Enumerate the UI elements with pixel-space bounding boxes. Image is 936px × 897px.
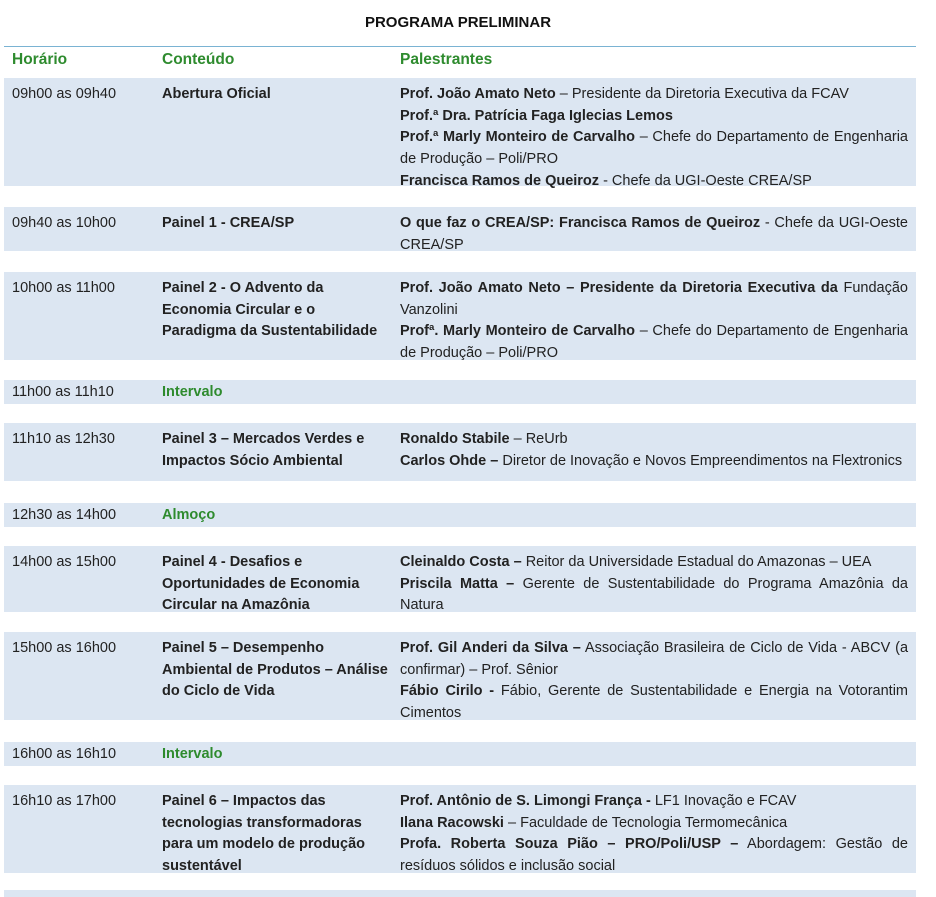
speaker-name: Prof. João Amato Neto – Presidente da Diretoria Executiva da — [400, 280, 838, 296]
speaker-name: Cleinaldo Costa – — [400, 554, 522, 570]
speaker-role: – Presidente da Diretoria Executiva da FCAV — [555, 86, 849, 102]
content-cell: Painel 1 - CREA/SP — [162, 215, 295, 231]
speakers-cell — [400, 638, 908, 725]
speaker-role: - Chefe da UGI-Oeste CREA/SP — [400, 215, 908, 253]
speaker-line — [400, 127, 908, 170]
table-header — [4, 46, 916, 73]
speaker-line — [400, 84, 908, 106]
speaker-name: Francisca Ramos de Queiroz — [400, 172, 600, 189]
speaker-name: Ilana Racowski — [400, 814, 504, 831]
table-row — [4, 78, 916, 189]
table-row — [4, 785, 916, 873]
header-speakers: Palestrantes — [400, 51, 493, 68]
table-row-empty — [4, 890, 916, 897]
speaker-name: Prof. João Amato Neto — [400, 86, 556, 102]
content-cell: Painel 6 – Impactos das tecnologias transformadoras para um modelo de produção sustentável — [162, 793, 366, 875]
content-cell: Painel 4 - Desafios e Oportunidades de Economia Circular na Amazônia — [162, 554, 360, 614]
speaker-role: Diretor de Inovação e Novos Empreendimentos na Flextronics — [498, 452, 903, 469]
content-cell: Painel 5 – Desempenho Ambiental de Produtos – Análise do Ciclo de Vida — [162, 640, 388, 700]
header-content: Conteúdo — [162, 51, 235, 68]
content-cell: Abertura Oficial — [162, 86, 271, 102]
time-cell: 11h10 as 12h30 — [12, 431, 115, 447]
speaker-name: Profa. Roberta Souza Pião – PRO/Poli/USP – — [400, 836, 739, 853]
speaker-line — [400, 681, 908, 724]
speaker-line — [400, 638, 908, 681]
speaker-line — [400, 552, 908, 574]
speakers-cell — [400, 791, 908, 878]
header-time: Horário — [12, 51, 68, 68]
table-row — [4, 546, 916, 612]
time-cell: 16h00 as 16h10 — [12, 746, 117, 762]
speakers-cell — [400, 552, 908, 617]
speaker-name: Prof. Antônio de S. Limongi França - — [400, 793, 651, 809]
speakers-cell — [400, 429, 908, 472]
page-title: PROGRAMA PRELIMINAR — [364, 14, 552, 31]
speaker-name: Profª. Marly Monteiro de Carvalho — [400, 323, 636, 340]
time-cell: 16h10 as 17h00 — [12, 793, 117, 809]
speaker-name: Prof.ª Marly Monteiro de Carvalho — [400, 129, 636, 146]
speaker-line — [400, 171, 908, 193]
table-row — [4, 632, 916, 720]
speaker-name: Ronaldo Stabile — [400, 431, 510, 447]
speaker-name: O que faz o CREA/SP: Francisca Ramos de Queiroz — [400, 215, 761, 231]
speaker-role: Associação Brasileira de Ciclo de Vida - ABCV (a confirmar) – Prof. Sênior — [400, 640, 909, 678]
time-cell: 10h00 as 11h00 — [12, 280, 115, 296]
speaker-name: Priscila Matta – — [400, 575, 515, 592]
speaker-role: Abordagem: Gestão de resíduos sólidos e inclusão social — [400, 836, 908, 875]
speaker-role: Reitor da Universidade Estadual do Amazonas – UEA — [521, 554, 872, 570]
speaker-role: – ReUrb — [509, 431, 568, 447]
table-row — [4, 207, 916, 251]
table-row — [4, 423, 916, 481]
content-cell: Intervalo — [162, 384, 223, 400]
speaker-name: Prof. Gil Anderi da Silva – — [400, 640, 581, 656]
content-cell: Intervalo — [162, 746, 223, 762]
speaker-role: - Chefe da UGI-Oeste CREA/SP — [599, 172, 812, 189]
speaker-name: Prof.ª Dra. Patrícia Faga Iglecias Lemos — [400, 107, 673, 124]
speaker-line — [400, 834, 908, 877]
speaker-role: – Faculdade de Tecnologia Termomecânica — [503, 814, 788, 831]
speakers-cell — [400, 278, 908, 365]
speaker-line — [400, 791, 908, 813]
table-row — [4, 503, 916, 527]
content-cell: Painel 2 - O Advento da Economia Circular e o Paradigma da Sustentabilidade — [162, 280, 378, 340]
content-cell: Painel 3 – Mercados Verdes e Impactos Sócio Ambiental — [162, 431, 365, 469]
speaker-role: LF1 Inovação e FCAV — [650, 793, 797, 809]
speaker-line — [400, 106, 908, 128]
speaker-line — [400, 429, 908, 451]
table-row — [4, 380, 916, 404]
speaker-name: Fábio Cirilo - — [400, 683, 495, 700]
speaker-line — [400, 321, 908, 364]
speaker-role: Fundação Vanzolini — [400, 280, 908, 318]
speaker-role: Gerente de Sustentabilidade do Programa Amazônia da Natura — [400, 575, 908, 614]
speaker-line — [400, 451, 908, 473]
speaker-role: – Chefe do Departamento de Engenharia de Produção – Poli/PRO — [400, 129, 908, 168]
content-cell: Almoço — [162, 507, 216, 523]
speaker-line — [400, 813, 908, 835]
time-cell: 11h00 as 11h10 — [12, 384, 114, 400]
speaker-line — [400, 574, 908, 617]
table-row — [4, 272, 916, 360]
time-cell: 12h30 as 14h00 — [12, 507, 117, 523]
time-cell: 09h40 as 10h00 — [12, 215, 117, 231]
time-cell: 09h00 as 09h40 — [12, 86, 117, 102]
speaker-line — [400, 278, 908, 321]
speakers-cell — [400, 84, 908, 193]
speaker-line — [400, 213, 908, 256]
speaker-name: Carlos Ohde – — [400, 452, 499, 469]
speaker-role: – Chefe do Departamento de Engenharia de Produção – Poli/PRO — [400, 323, 908, 362]
time-cell: 14h00 as 15h00 — [12, 554, 117, 570]
table-row — [4, 742, 916, 766]
speaker-role: Fábio, Gerente de Sustentabilidade e Energia na Votorantim Cimentos — [400, 683, 908, 722]
speakers-cell — [400, 213, 908, 256]
time-cell: 15h00 as 16h00 — [12, 640, 117, 656]
